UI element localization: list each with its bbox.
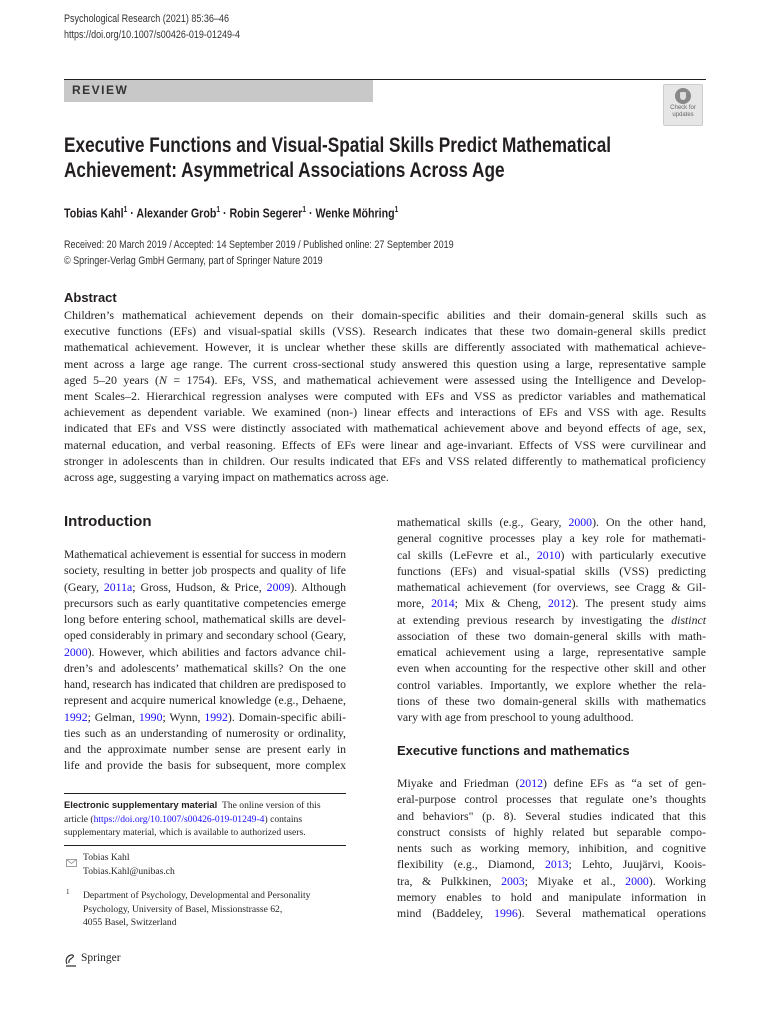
citation-link[interactable]: 2000 [568, 515, 593, 529]
text-line-content [64, 611, 346, 627]
text-segment: ; Mix & Cheng, [454, 596, 549, 611]
citation-link[interactable]: 2000 [625, 873, 649, 888]
check-updates-label-2: updates [672, 111, 694, 118]
affiliation-line: 4055 Basel, Switzerland [83, 917, 177, 928]
text-line [64, 453, 706, 469]
text-segment: functions (EFs) and visual-spatial skills (VSS) predicting [397, 563, 706, 578]
citation-link[interactable]: 1992 [204, 709, 228, 724]
title-line: Achievement: Asymmetrical Associations Across Age [64, 159, 505, 182]
text-line-content [397, 808, 706, 824]
esm-label: Electronic supplementary material [64, 799, 218, 810]
text-line-content [397, 873, 706, 889]
text-segment: mathematical achievement (for overviews, see Cragg & Gil- [397, 580, 706, 594]
esm-text: The online version of this [221, 800, 321, 811]
text-segment: (Geary, [64, 579, 104, 594]
text-line-content [64, 579, 346, 595]
text-line [64, 356, 706, 372]
text-line [64, 627, 346, 643]
check-for-updates-button[interactable] [663, 84, 703, 126]
text-segment: ; Lehto, Juujärvi, Koois- [568, 857, 706, 872]
text-segment: and behaviors" (p. 8). Several studies indicated that this [397, 808, 706, 823]
text-line [64, 323, 706, 339]
text-line-content [64, 339, 706, 355]
affiliation [83, 889, 310, 930]
text-line-content [64, 595, 346, 611]
text-segment: ). On the other hand, [592, 515, 706, 529]
text-segment: ). Working [648, 873, 706, 888]
text-segment: oped considerably in primary and secondary school (Geary, [64, 628, 346, 643]
author-affiliation-mark: 1 [302, 205, 306, 214]
esm-doi-link[interactable]: https://doi.org/10.1007/s00426-019-01249-4 [93, 813, 265, 825]
text-line-content [397, 824, 706, 840]
footnote-rule-top [64, 793, 346, 794]
citation-link[interactable]: 2012 [519, 776, 543, 790]
citation-link[interactable]: 2000 [64, 644, 88, 659]
text-segment: cal skills (LeFevre et al., [397, 547, 537, 562]
article-type-band [64, 80, 373, 102]
text-segment: ). However, which abilities and factors advance chil- [87, 644, 346, 659]
text-line-content [64, 453, 706, 469]
author-name[interactable]: Robin Segerer [229, 205, 303, 221]
copyright [64, 254, 379, 268]
text-line-content [64, 437, 706, 453]
text-line-content [397, 840, 706, 856]
text-line [64, 339, 706, 355]
text-segment: memory enables to hold and manipulate information in [397, 889, 706, 904]
abstract-heading: Abstract [64, 290, 117, 305]
text-line-content [397, 595, 706, 611]
text-line [64, 692, 346, 708]
title-line: Executive Functions and Visual-Spatial Skills Predict Mathematical [64, 134, 612, 157]
text-segment: ). Several mathematical operations [517, 906, 707, 920]
text-line-content [397, 677, 706, 693]
text-segment: general cognitive processes play a key role for mathemati- [397, 531, 706, 546]
text-line-content [64, 692, 346, 708]
text-line-content [397, 579, 706, 595]
text-line [64, 660, 346, 676]
text-segment: represent and acquire numerical knowledge (e.g., Dehaene, [64, 693, 346, 708]
author-separator: · [127, 205, 137, 221]
text-segment: ; Gross, Hudson, & Price, [132, 579, 267, 594]
text-line [64, 562, 346, 578]
text-segment: eral-purpose control processes that regulate one’s thoughts [397, 792, 706, 807]
text-segment: indicated that EFs and VSS were distinctly associated with mathematical achievement above and beyond effects of age, sex, [64, 421, 707, 436]
text-segment: ; Gelman, [87, 709, 139, 724]
citation-link[interactable]: 2011a [103, 579, 133, 594]
text-line-content [64, 757, 346, 773]
introduction-body [64, 546, 346, 774]
text-line-content [397, 514, 706, 530]
text-line [64, 469, 706, 485]
text-line-content [397, 628, 706, 644]
text-segment: construct consists of highly related but separable compo- [397, 824, 706, 839]
text-segment: aged 5–20 years ( [64, 372, 160, 387]
author-separator: · [305, 205, 316, 221]
text-line [64, 388, 706, 404]
journal-name: Psychological Research (2021) 85:36–46 [64, 13, 229, 25]
author-name[interactable]: Alexander Grob [136, 205, 217, 221]
text-line [397, 677, 706, 693]
introduction-heading: Introduction [64, 513, 152, 530]
text-line-content [64, 741, 346, 757]
text-line [64, 404, 706, 420]
text-segment: Miyake and Friedman ( [397, 776, 520, 790]
text-line-content [397, 709, 634, 725]
text-line [397, 775, 706, 791]
check-updates-icon [675, 88, 691, 104]
text-line [64, 437, 706, 453]
text-line [64, 741, 346, 757]
text-line [397, 530, 706, 546]
text-line-content [397, 791, 706, 807]
text-segment: mind (Baddeley, [397, 906, 495, 920]
citation-link[interactable]: 2014 [431, 596, 455, 611]
text-segment: ment Scales–2. Hierarchical regression analyses were computed with EFs and VSS as predictor variables and mathematical [64, 388, 706, 403]
text-line-content [397, 563, 706, 579]
doi-line[interactable] [64, 28, 279, 42]
text-line-content [397, 889, 706, 905]
text-segment: dren’s and adolescents’ mathematical skills? On the one [64, 660, 346, 675]
text-line-content [397, 612, 706, 628]
text-segment: hand, research has indicated that children are predisposed to [64, 677, 347, 691]
author-affiliation-mark: 1 [394, 205, 399, 214]
text-line [64, 676, 346, 692]
citation-link[interactable]: 2003 [501, 873, 525, 888]
italic-text: distinct [671, 612, 706, 627]
text-segment: ). The present study aims [571, 596, 707, 611]
text-line [397, 693, 706, 709]
springer-logo-icon [64, 952, 78, 973]
text-line [397, 889, 706, 905]
ef-section-body [397, 775, 706, 921]
text-line [64, 546, 346, 562]
text-line [397, 644, 706, 660]
ef-section-heading: Executive functions and mathematics [397, 743, 630, 758]
text-segment: Children’s mathematical achievement depends on their domain-specific abilities and their domain-general skills such as [64, 308, 706, 322]
text-line-content [64, 562, 346, 578]
esm-text: supplementary material, which is available to authorized users. [64, 827, 306, 838]
copyright-text: © Springer-Verlag GmbH Germany, part of Springer Nature 2019 [64, 255, 323, 267]
citation-link[interactable]: 1990 [138, 709, 163, 724]
text-line-content [64, 469, 389, 485]
citation-link[interactable]: 2010 [536, 547, 561, 562]
text-line [64, 709, 346, 725]
affiliation-number: 1 [66, 888, 70, 896]
text-segment: ties such as an understanding of numerosity or ordinality, [64, 725, 346, 740]
citation-link[interactable]: 2013 [544, 857, 569, 872]
text-segment: flexibility (e.g., Diamond, [397, 857, 545, 872]
text-line [64, 595, 346, 611]
correspondence [83, 851, 175, 878]
esm-text: ) contains [264, 813, 303, 825]
text-segment: achievement as dependent variable. We examined (non-) linear effects and interactions of EFs and VSS with age. Results [64, 405, 706, 420]
publication-dates [64, 238, 539, 252]
text-segment: ematical achievement using a large, representative sample [397, 645, 706, 659]
text-segment: mathematical achievement. However, it is unclear whether these skills are differently associated with mathematical achieve- [64, 340, 706, 355]
text-line-content [64, 404, 706, 420]
text-line [397, 563, 706, 579]
correspondence-name: Tobias Kahl [83, 852, 130, 863]
text-line-content [64, 546, 346, 562]
text-segment: executive functions (EFs) and visual-spatial skills (VSS). Research indicates that these two domain-general skills predict [64, 324, 706, 339]
text-line-content [397, 856, 706, 872]
text-segment: = 1754). EFs, VSS, and mathematical achievement were assessed using the Intelligence and Develop- [167, 372, 706, 387]
text-segment: nents such as working memory, inhibition, and cognitive [397, 841, 706, 855]
text-segment: mathematical skills (e.g., Geary, [397, 515, 569, 529]
author-name[interactable]: Tobias Kahl [64, 205, 124, 221]
text-line-content [64, 725, 346, 741]
text-segment: ). Although [290, 579, 346, 594]
text-line [64, 611, 346, 627]
author-separator: · [219, 205, 230, 221]
text-line-content [397, 905, 706, 921]
text-line [64, 372, 706, 388]
text-segment: more, [397, 596, 432, 611]
text-segment: ). Domain-specific abili- [227, 709, 346, 724]
text-line-content [64, 307, 706, 323]
text-line [397, 856, 706, 872]
text-line [397, 840, 706, 856]
text-line-content [64, 627, 346, 643]
text-segment: and the approximate number sense are present early in [64, 742, 346, 756]
italic-text: N [159, 372, 168, 387]
text-line [397, 514, 706, 530]
text-line-content [64, 660, 346, 676]
text-line [64, 644, 346, 660]
text-line-content [64, 372, 706, 388]
text-segment: at extending previous research by investigating the [397, 612, 672, 627]
footnote-rule-bottom [64, 845, 346, 846]
text-line-content [64, 676, 346, 692]
text-line [64, 757, 346, 773]
text-line-content [397, 644, 706, 660]
citation-link[interactable]: 2009 [266, 579, 291, 594]
journal-citation [64, 12, 265, 26]
text-line [397, 579, 706, 595]
text-line [64, 725, 346, 741]
citation-link[interactable]: 1996 [494, 906, 518, 920]
text-line-content [397, 693, 706, 709]
text-line-content [397, 660, 706, 676]
author-affiliation-mark: 1 [216, 205, 220, 214]
author-list [64, 205, 472, 220]
text-line-content [64, 388, 706, 404]
text-segment: even when accounting for the respective other skill and other [397, 661, 706, 676]
introduction-continued-body [397, 514, 706, 725]
correspondence-email[interactable]: Tobias.Kahl@unibas.ch [83, 865, 175, 877]
text-segment: stronger in adolescents than in children. Our results indicated that EFs and VSS related differently to mathematical proficiency [64, 453, 707, 468]
text-segment: vary with age from preschool to young adulthood. [397, 710, 634, 724]
paper-title [64, 133, 731, 183]
doi-link[interactable]: https://doi.org/10.1007/s00426-019-01249-4 [64, 29, 241, 41]
text-line [397, 547, 706, 563]
citation-link[interactable]: 2012 [548, 596, 572, 611]
text-line-content [64, 323, 706, 339]
supplementary-material-note [64, 798, 346, 840]
text-line [397, 873, 706, 889]
text-segment: precursors such as early quantitative competencies emerge [64, 595, 346, 610]
text-segment: ; Miyake et al., [524, 873, 626, 888]
text-line-content [64, 356, 706, 372]
text-line [397, 824, 706, 840]
envelope-icon [66, 854, 77, 872]
text-line [397, 612, 706, 628]
esm-text: article ( [64, 813, 94, 825]
publisher-name: Springer [81, 952, 121, 964]
text-segment: society, resulting in better job prospects and quality of life [64, 563, 346, 578]
article-type-label: REVIEW [72, 83, 129, 97]
text-segment: control variables. Importantly, we explore whether the rela- [397, 677, 706, 692]
text-segment: life and provide the basis for subsequent, more complex [64, 758, 346, 773]
text-line-content [397, 775, 706, 791]
text-segment: Mathematical achievement is essential for success in modern [64, 547, 346, 561]
text-line-content [397, 547, 706, 563]
text-segment: ) define EFs as “a set of gen- [542, 776, 706, 790]
text-line-content [397, 530, 706, 546]
text-segment: maternal education, and verbal reasoning. Effects of EFs were linear and age-invariant. Effects of VSS were curvilinear and [64, 437, 706, 452]
text-line [397, 660, 706, 676]
text-segment: ment across a large age range. The current cross-sectional study answered this question using a large, representative sample [64, 356, 706, 371]
text-line-content [64, 420, 706, 436]
text-line [397, 709, 706, 725]
affiliation-line: Department of Psychology, Developmental and Personality [83, 890, 311, 901]
text-line [397, 905, 706, 921]
text-segment: ; Wynn, [162, 709, 205, 724]
text-segment: tions of these two domain-general skills with mathematics [397, 693, 706, 708]
text-line [397, 808, 706, 824]
text-line-content [64, 709, 346, 725]
author-affiliation-mark: 1 [123, 205, 128, 214]
text-segment: ) with particularly executive [560, 547, 706, 562]
text-segment: association of these two domain-general skills with math- [397, 628, 706, 643]
text-segment: tra, & Pulkkinen, [397, 873, 502, 888]
text-segment: long before entering school, mathematical skills are devel- [64, 612, 346, 626]
text-line [64, 579, 346, 595]
text-line [397, 595, 706, 611]
text-line [64, 420, 706, 436]
text-line [397, 791, 706, 807]
citation-link[interactable]: 1992 [64, 709, 88, 724]
text-line [64, 307, 706, 323]
text-line [397, 628, 706, 644]
text-line-content [64, 644, 346, 660]
dates-text: Received: 20 March 2019 / Accepted: 14 September 2019 / Published online: 27 September 2019 [64, 239, 454, 251]
affiliation-line: Psychology, University of Basel, Missionstrasse 62, [83, 903, 283, 915]
abstract-body [64, 307, 706, 485]
author-name[interactable]: Wenke Möhring [315, 205, 395, 221]
text-segment: across age, suggesting a varying impact on mathematics across age. [64, 469, 389, 484]
check-updates-label-1: Check for [670, 105, 696, 111]
